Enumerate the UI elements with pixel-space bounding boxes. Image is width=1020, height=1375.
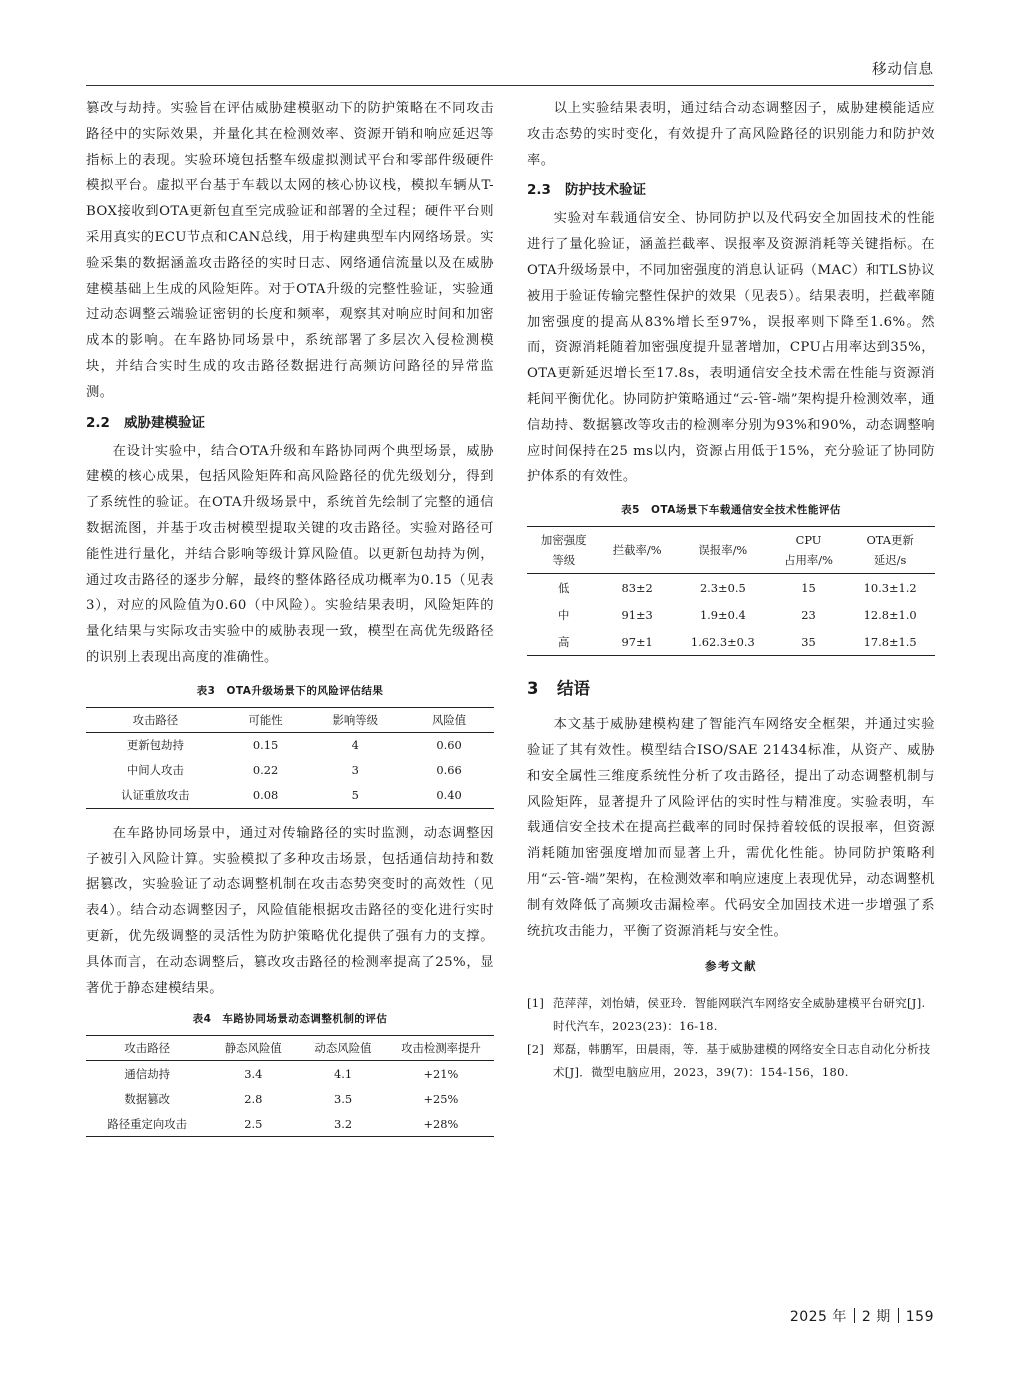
table-cell: 低 <box>558 580 570 595</box>
column-header: 静态风险值 <box>208 1036 298 1061</box>
column-header: 拦截率/% <box>600 527 673 574</box>
table-row <box>86 1061 494 1087</box>
paragraph: 在车路协同场景中，通过对传输路径的实时监测，动态调整因子被引入风险计算。实验模拟了多种攻击场景，包括通信劫持和数据篡改，实验验证了动态调整机制在攻击态势突变时的高效性（见表4）。结合动态调整因子，风险值能根据攻击路径的变化进行实时更新，优先级调整的灵活性为防护策略优化提供了强有力的支撑。具体而言，在动态调整后，篡改攻击路径的检测率提高了25%，显著优于静态建模结果。 <box>86 825 494 996</box>
table-5 <box>527 526 935 656</box>
table-cell: 3.5 <box>333 1091 353 1106</box>
paragraph: 篡改与劫持。实验旨在评估威胁建模驱动下的防护策略在不同攻击路径中的实际效果，并量化其在检测效率、资源开销和响应延迟等指标上的表现。实验环境包括整车级虚拟测试平台和零部件级硬件模拟平台。虚拟平台基于车载以太网的核心协议栈，模拟车辆从T-BOX接收到OTA更新包直至完成验证和部署的全过程；硬件平台则采用真实的ECU节点和CAN总线，用于构建典型车内网络场景。实验采集的数据涵盖攻击路径的实时日志、网络通信流量以及在威胁建模基础上生成的风险矩阵。对于OTA升级的完整性验证，实验通过动态调整云端验证密钥的长度和频率，观察其对响应时间和加密成本的影响。在车路协同场景中，系统部署了多层次入侵检测模块，并结合实时生成的攻击路径数据进行高频访问路径的异常监测。 <box>86 101 494 400</box>
footer-issue: 2 期 <box>861 1309 891 1325</box>
table-cell: 91±3 <box>621 607 653 622</box>
reference-number: [2] <box>527 1042 545 1057</box>
table-row <box>86 758 494 783</box>
table-cell: 0.66 <box>436 763 462 778</box>
column-header: 攻击检测率提升 <box>388 1036 494 1061</box>
section-number: 2.3 <box>527 182 551 199</box>
references-title: 参考文献 <box>705 959 757 974</box>
table-cell: 4.1 <box>333 1066 353 1081</box>
reference-number: [1] <box>527 996 545 1011</box>
column-header: 影响等级 <box>306 707 404 732</box>
table-3-caption: 表3 OTA升级场景下的风险评估结果 <box>196 684 384 697</box>
table-header-row <box>86 1036 494 1061</box>
table-row <box>527 601 935 628</box>
column-header: 可能性 <box>225 707 307 732</box>
table-cell: 17.8±1.5 <box>863 634 917 649</box>
table-cell: 认证重放攻击 <box>121 788 190 803</box>
column-header: OTA更新 延迟/s <box>845 527 935 574</box>
left-column <box>86 96 494 1137</box>
paragraph: 以上实验结果表明，通过结合动态调整因子，威胁建模能适应攻击态势的实时变化，有效提升了高风险路径的识别能力和防护效率。 <box>527 101 935 168</box>
table-cell: 15 <box>801 580 816 595</box>
footer-separator <box>854 1308 855 1323</box>
table-cell: 中间人攻击 <box>126 763 184 778</box>
table-row <box>527 628 935 656</box>
table-cell: 高 <box>558 634 570 649</box>
table-cell: +21% <box>423 1066 459 1081</box>
table-cell: 23 <box>801 607 816 622</box>
paragraph: 本文基于威胁建模构建了智能汽车网络安全框架，并通过实验验证了其有效性。模型结合ISO/SAE 21434标准，从资产、威胁和安全属性三维度系统性分析了攻击路径，提出了动态调整机制与风险矩阵，显著提升了风险评估的实时性与精准度。实验表明，车载通信安全技术在提高拦截率的同时保持着较低的误报率，但资源消耗随加密强度增加而显著上升，需优化性能。协同防护策略利用“云-管-端”架构，在检测效率和响应速度上表现优异，动态调整机制有效降低了高频攻击漏检率。代码安全加固技术进一步增强了系统抗攻击能力，平衡了资源消耗与安全性。 <box>527 717 935 939</box>
reference-item <box>527 992 935 1038</box>
table-3 <box>86 707 494 809</box>
table-row <box>86 1111 494 1137</box>
table-cell: 1.62.3±0.3 <box>690 634 755 649</box>
section-number: 3 <box>527 679 539 699</box>
table-cell: 12.8±1.0 <box>863 607 917 622</box>
table-cell: 3.4 <box>244 1066 263 1081</box>
table-cell: 0.60 <box>436 738 462 753</box>
table-cell: 0.22 <box>252 763 279 778</box>
table-cell: 0.15 <box>252 738 279 753</box>
table-row <box>527 574 935 602</box>
table-cell: 更新包劫持 <box>126 738 184 753</box>
header-divider <box>86 85 934 86</box>
table-cell: 0.40 <box>436 788 462 803</box>
table-cell: 通信劫持 <box>124 1066 170 1081</box>
column-header: 加密强度 等级 <box>527 527 600 574</box>
table-cell: 0.08 <box>252 788 279 803</box>
page-footer <box>790 1306 934 1326</box>
table-cell: 35 <box>801 634 816 649</box>
table-cell: 中 <box>558 607 570 622</box>
reference-text: 郑磊，韩鹏军，田晨雨，等．基于威胁建模的网络安全日志自动化分析技术[J]．微型电脑应用，2023，39(7)：154-156，180. <box>553 1042 931 1080</box>
table-cell: 83±2 <box>621 580 653 595</box>
column-header: 攻击路径 <box>86 1036 208 1061</box>
table-cell: 3 <box>351 763 359 778</box>
table-cell: 3.2 <box>333 1116 353 1131</box>
table-cell: 10.3±1.2 <box>863 580 917 595</box>
table-cell: 4 <box>351 738 359 753</box>
table-cell: 1.9±0.4 <box>699 607 746 622</box>
section-title: 结语 <box>557 679 590 699</box>
reference-text: 范萍萍，刘怡婧，侯亚玲．智能网联汽车网络安全威胁建模平台研究[J].时代汽车，2023(23)：16-18. <box>553 996 926 1034</box>
table-row <box>86 783 494 809</box>
column-header: 动态风险值 <box>298 1036 388 1061</box>
footer-year: 2025 年 <box>789 1309 847 1325</box>
table-cell: 数据篡改 <box>124 1091 170 1106</box>
table-5-caption: 表5 OTA场景下车载通信安全技术性能评估 <box>621 504 841 517</box>
table-cell: +25% <box>423 1091 459 1106</box>
column-header: 攻击路径 <box>86 707 225 732</box>
section-title: 防护技术验证 <box>565 182 646 199</box>
paragraph: 在设计实验中，结合OTA升级和车路协同两个典型场景，威胁建模的核心成果，包括风险矩阵和高风险路径的优先级划分，得到了系统性的验证。在OTA升级场景中，系统首先绘制了完整的通信数据流图，并基于攻击树模型提取关键的攻击路径。实验对路径可能性进行量化，并结合影响等级计算风险值。以更新包劫持为例，通过攻击路径的逐步分解，最终的整体路径成功概率为0.15（见表3），对应的风险值为0.60（中风险）。实验结果表明，风险矩阵的量化结果与实际攻击实验中的威胁表现一致，模型在高优先级路径的识别上表现出高度的准确性。 <box>86 443 494 665</box>
section-heading-3 <box>527 678 935 712</box>
table-4-caption: 表4 车路协同场景动态调整机制的评估 <box>192 1013 388 1026</box>
footer-separator <box>898 1308 899 1323</box>
table-row <box>86 732 494 758</box>
section-heading-2-3 <box>527 173 935 206</box>
table-row <box>86 1086 494 1111</box>
table-cell: 97±1 <box>621 634 653 649</box>
table-header-row <box>86 707 494 732</box>
table-cell: 2.8 <box>244 1091 263 1106</box>
table-4 <box>86 1035 494 1137</box>
reference-item <box>527 1038 935 1084</box>
page-number: 159 <box>905 1309 934 1325</box>
column-header: 误报率/% <box>674 527 772 574</box>
column-header: 风险值 <box>404 707 494 732</box>
section-heading-2-2 <box>86 406 494 439</box>
journal-name: 移动信息 <box>872 62 934 78</box>
table-header-row <box>527 527 935 574</box>
table-cell: +28% <box>423 1116 459 1131</box>
table-cell: 2.3±0.5 <box>699 580 746 595</box>
right-column <box>527 96 935 1084</box>
table-cell: 5 <box>351 788 359 803</box>
section-number: 2.2 <box>86 414 110 431</box>
column-header: CPU 占用率/% <box>772 527 845 574</box>
table-cell: 2.5 <box>244 1116 263 1131</box>
paragraph: 实验对车载通信安全、协同防护以及代码安全加固技术的性能进行了量化验证，涵盖拦截率、误报率及资源消耗等关键指标。在OTA升级场景中，不同加密强度的消息认证码（MAC）和TLS协议被用于验证传输完整性保护的效果（见表5）。结果表明，拦截率随加密强度的提高从83%增长至97%，误报率则下降至1.6%。然而，资源消耗随着加密强度提升显著增加，CPU占用率达到35%，OTA更新延迟增长至17.8s，表明通信安全技术需在性能与资源消耗间平衡优化。协同防护策略通过“云-管-端”架构提升检测效率，通信劫持、数据篡改等攻击的检测率分别为93%和90%，动态调整响应时间保持在25 ms以内，资源占用低于15%，充分验证了协同防护体系的有效性。 <box>527 211 935 485</box>
section-title: 威胁建模验证 <box>124 414 205 431</box>
table-cell: 路径重定向攻击 <box>107 1116 188 1131</box>
